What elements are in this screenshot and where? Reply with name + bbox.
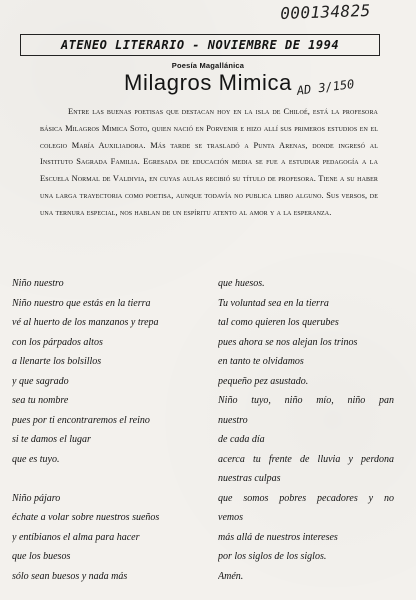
poem-line: por los siglos de los siglos.	[218, 551, 327, 562]
poem-line: vemos	[218, 512, 243, 523]
handwritten-catalog-number: 000134825	[280, 0, 371, 23]
header-title: ATENEO LITERARIO - NOVIEMBRE DE 1994	[60, 38, 340, 52]
handwritten-margin-note: AD 3/150	[296, 76, 356, 98]
poem-line: y entíbianos el alma para hacer	[12, 531, 140, 543]
poem-line: tal como quieren los querubes	[218, 317, 339, 328]
poem-line: pues por ti encontraremos el reino	[12, 414, 150, 426]
poem-line: pues ahora se nos alejan los trinos	[218, 336, 358, 348]
poem-line: nuestro	[218, 414, 248, 426]
poem-line: que los buesos	[12, 551, 71, 562]
poem-line: que huesos.	[218, 278, 265, 289]
poem-line: acerca tu frente de lluvia y perdona	[218, 453, 394, 465]
poem-line: Tu voluntad sea en la tierra	[218, 297, 329, 309]
poem-line: vé al huerto de los manzanos y trepa	[12, 317, 159, 328]
author-title: Milagros Mimica	[124, 70, 292, 95]
poem-right-column	[218, 274, 394, 586]
poem-line: que somos pobres pecadores y no	[218, 492, 394, 504]
poem-line: pequeño pez asustado.	[218, 375, 309, 387]
poem-line: a llenarte los bolsillos	[12, 356, 102, 367]
poem-line	[12, 469, 210, 489]
poem-line: Niño pájaro	[12, 492, 61, 504]
header-title-box	[20, 34, 380, 56]
poem-line: Amén.	[218, 570, 244, 582]
author-bio-paragraph: Entre las buenas poetisas que destacan hoy en la isla de Chiloé, está la profesora básica Milagros Mimica Soto, quien nació en Porvenir e hizo allí sus primeros estudios en el colegio María Auxiliadora. Más tarde se trasladó a Punta Arenas, donde ingresó al Instituto Sagrada Familia. Egresada de educación media se fue a estudiar pedagogía a la Escuela Normal de Valdivia, en cuyas aulas recibió su título de profesora. Tiene a su haber una larga trayectoria como poetisa, aunque todavía no publica libro alguno. Sus versos, de una ternura especial, nos hablan de un espíritu atento al amor y a la esperanza.	[40, 107, 378, 217]
poem-line: que es tuyo.	[12, 453, 60, 465]
section-label: Poesía Magallánica	[171, 61, 245, 70]
poem-line: Niño nuestro que estás en la tierra	[12, 297, 151, 309]
poem-left-column	[12, 274, 210, 586]
poem-line: Niño tuyo, niño mío, niño pan	[218, 395, 394, 406]
poem-line: échate a volar sobre nuestros sueños	[12, 512, 160, 523]
poem-line: si te damos el lugar	[12, 434, 91, 445]
poem-line: nuestras culpas	[218, 473, 281, 484]
poem-line: de cada día	[218, 434, 265, 445]
poem-line: sea tu nombre	[12, 395, 69, 406]
poem-line: Niño nuestro	[12, 278, 64, 289]
poem-line: con los párpados altos	[12, 336, 103, 348]
poem-line: sólo sean buesos y nada más	[12, 570, 128, 582]
poem-line: y que sagrado	[12, 375, 69, 387]
poem-line: más allá de nuestros intereses	[218, 531, 338, 543]
poem-line: en tanto te olvidamos	[218, 356, 304, 367]
